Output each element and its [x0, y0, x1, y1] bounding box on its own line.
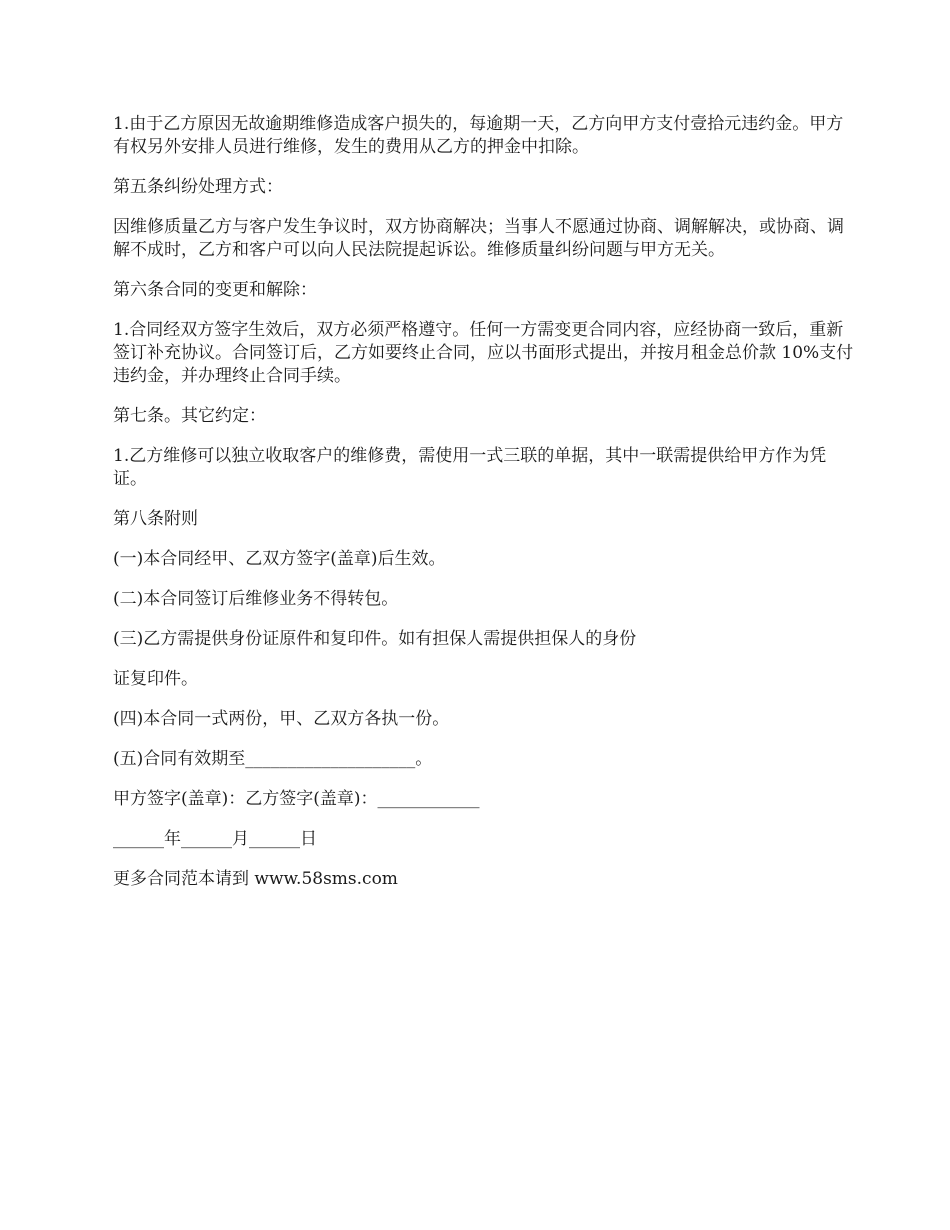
- paragraph-supplementary-1: (一)本合同经甲、乙双方签字(盖章)后生效。: [113, 549, 446, 569]
- paragraph-clause-4-1: 1.由于乙方原因无故逾期维修造成客户损失的，每逾期一天，乙方向甲方支付壹拾元违约金。甲方有权另外安排人员进行维修，发生的费用从乙方的押金中扣除。: [113, 114, 844, 157]
- paragraph-supplementary-4: (四)本合同一式两份，甲、乙双方各执一份。: [113, 709, 450, 729]
- paragraph-supplementary-3-cont: 证复印件。: [113, 669, 198, 689]
- heading-article-7: 第七条。其它约定：: [113, 406, 266, 426]
- heading-article-8: 第八条附则: [113, 509, 198, 529]
- heading-article-5: 第五条纠纷处理方式：: [113, 177, 283, 197]
- date-line: ______年______月______日: [113, 829, 317, 849]
- heading-article-6: 第六条合同的变更和解除：: [113, 280, 317, 300]
- paragraph-contract-change: 1.合同经双方签字生效后，双方必须严格遵守。任何一方需变更合同内容，应经协商一致后，重新签订补充协议。合同签订后，乙方如要终止合同，应以书面形式提出，并按月租金总价款 10%支付违约金，并办理终止合同手续。: [113, 320, 854, 386]
- paragraph-supplementary-3: (三)乙方需提供身份证原件和复印件。如有担保人需提供担保人的身份: [113, 629, 637, 649]
- signature-line: 甲方签字(盖章)：乙方签字(盖章)：____________: [113, 789, 480, 809]
- paragraph-supplementary-2: (二)本合同签订后维修业务不得转包。: [113, 589, 399, 609]
- footer-more-templates: 更多合同范本请到 www.58sms.com: [113, 869, 398, 889]
- document-page: [113, 113, 858, 908]
- paragraph-dispute-resolution: 因维修质量乙方与客户发生争议时，双方协商解决；当事人不愿通过协商、调解解决，或协商、调解不成时，乙方和客户可以向人民法院提起诉讼。维修质量纠纷问题与甲方无关。: [113, 217, 844, 260]
- paragraph-other-agreements: 1.乙方维修可以独立收取客户的维修费，需使用一式三联的单据，其中一联需提供给甲方作为凭证。: [113, 446, 827, 489]
- paragraph-validity-period: (五)合同有效期至____________________。: [113, 749, 433, 769]
